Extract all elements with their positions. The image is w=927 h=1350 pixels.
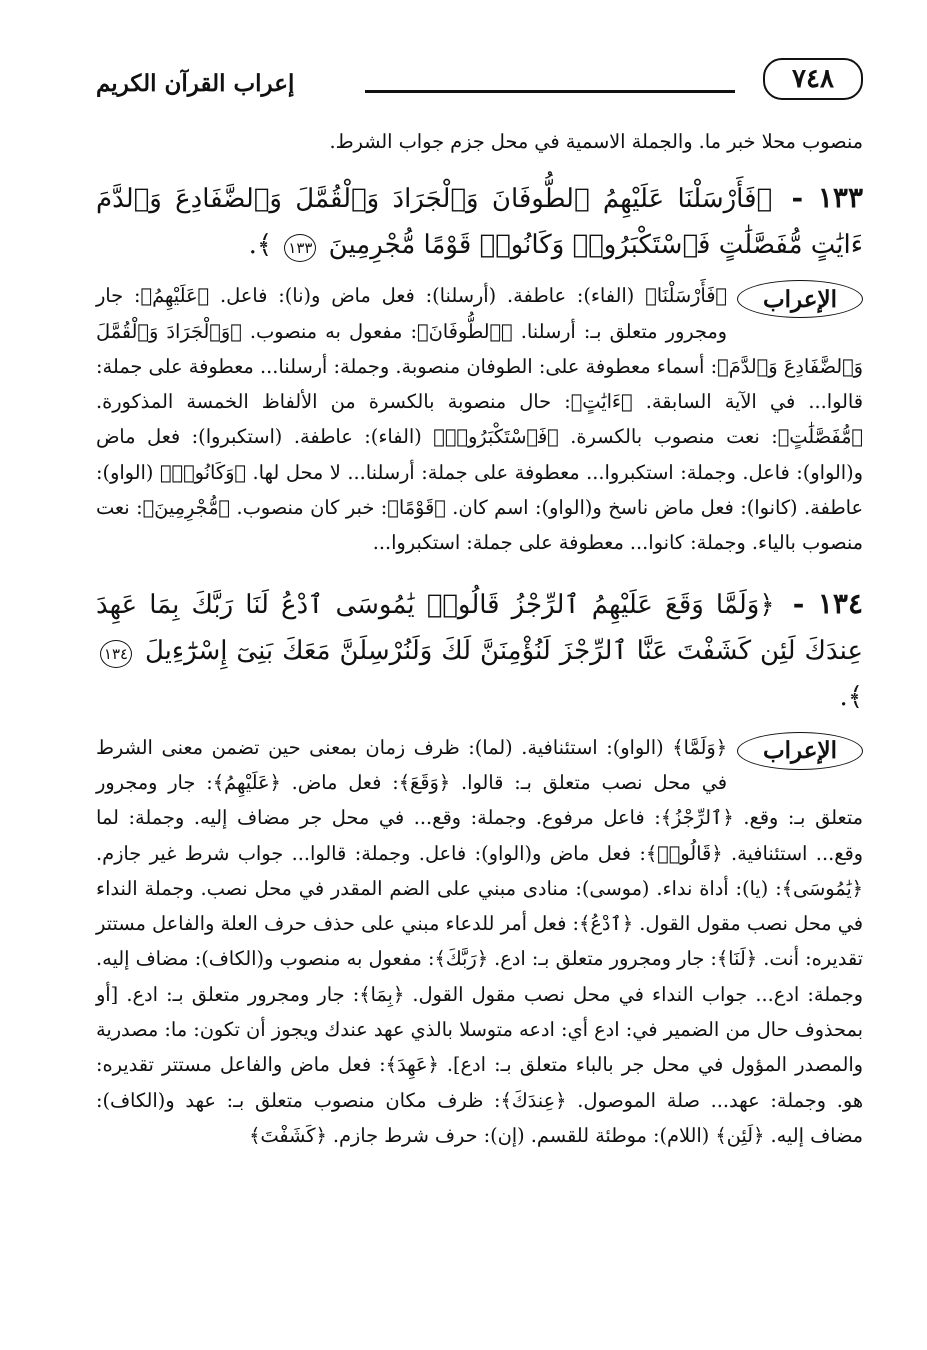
verse-133 [96, 175, 863, 268]
verse-134 [96, 581, 863, 720]
page-number: ٧٤٨ [763, 58, 863, 100]
irab-label: الإعراب [737, 280, 863, 318]
ayah-number-marker: ١٣٣ [284, 234, 316, 262]
verse-block-134 [96, 581, 863, 720]
header-rule [365, 90, 735, 93]
intro-line: منصوب محلا خبر ما. والجملة الاسمية في محل جزم جواب الشرط. [329, 130, 863, 153]
verse-end: ﴾. [839, 681, 863, 712]
ayah-number-marker: ١٣٤ [100, 640, 132, 668]
verse-block-133 [96, 175, 863, 268]
irab-section-134 [96, 730, 863, 1154]
page-header [96, 52, 863, 112]
verse-end: ﴾. [248, 230, 273, 261]
verse-text: ﴿وَلَمَّا وَقَعَ عَلَيْهِمُ ٱلرِّجْزُ قَالُوا۟ يَٰمُوسَى ٱدْعُ لَنَا رَبَّكَ بِمَا عَهِدَ عِندَكَ لَئِن كَشَفْتَ عَنَّا ٱلرِّجْزَ لَنُؤْمِنَنَّ لَكَ وَلَنُرْسِلَنَّ مَعَكَ بَنِىٓ إِسْرَٰٓءِيلَ [96, 589, 863, 666]
book-title: إعراب القرآن الكريم [96, 70, 295, 97]
irab-text: ﴿وَلَمَّا﴾ (الواو): استئنافية. (لما): ظرف زمان بمعنى حين تضمن معنى الشرط في محل نصب متعلق بـ: قالوا. ﴿وَقَعَ﴾: فعل ماض. ﴿عَلَيْهِمُ﴾: جار ومجرور متعلق بـ: وقع. ﴿ٱلرِّجْزُ﴾: فاعل مرفوع. وجملة: وقع... في محل جر مضاف إليه. وجملة: لما وقع... استئنافية. ﴿قَالُوا۟﴾: فعل ماض و(الواو): فاعل. وجملة: قالوا... جواب شرط غير جازم. ﴿يَٰمُوسَى﴾: (يا): أداة نداء. (موسى): منادى مبني على الضم المقدر في محل نصب. وجملة النداء في محل نصب مقول القول. ﴿ٱدْعُ﴾: فعل أمر للدعاء مبني على حذف حرف العلة والفاعل مستتر تقديره: أنت. ﴿لَنَا﴾: جار ومجرور متعلق بـ: ادع. ﴿رَبَّكَ﴾: مفعول به منصوب و(الكاف): مضاف إليه. وجملة: ادع... جواب النداء في محل نصب مقول القول. ﴿بِمَا﴾: جار ومجرور متعلق بـ: ادع. [أو بمحذوف حال من الضمير في: ادع أي: ادعه متوسلا بالذي عهد عندك ويجوز أن تكون: ما: مصدرية والمصدر المؤول في محل جر بالباء متعلق بـ: ادع]. ﴿عَهِدَ﴾: فعل ماض والفاعل مستتر تقديره: هو. وجملة: عهد... صلة الموصول. ﴿عِندَكَ﴾: ظرف مكان منصوب متعلق بـ: عهد و(الكاف): مضاف إليه. ﴿لَئِن﴾ (اللام): موطئة للقسم. (إن): حرف شرط جازم. ﴿كَشَفْتَ﴾ [96, 735, 863, 1147]
verse-number: ١٣٤ - [792, 586, 863, 620]
irab-label: الإعراب [737, 732, 863, 770]
verse-number: ١٣٣ - [791, 181, 864, 215]
irab-section-133 [96, 278, 863, 560]
verse-text: ﴿فَأَرْسَلْنَا عَلَيْهِمُ ٱلطُّوفَانَ وَٱلْجَرَادَ وَٱلْقُمَّلَ وَٱلضَّفَادِعَ وَٱلدَّمَ ءَايَٰتٍ مُّفَصَّلَٰتٍ فَٱسْتَكْبَرُوا۟ وَكَانُوا۟ قَوْمًا مُّجْرِمِينَ [96, 184, 863, 261]
irab-text: ﴿فَأَرْسَلْنَا﴾ (الفاء): عاطفة. (أرسلنا): فعل ماض و(نا): فاعل. ﴿عَلَيْهِمُ﴾: جار ومجرور متعلق بـ: أرسلنا. ﴿ٱلطُّوفَانَ﴾: مفعول به منصوب. ﴿وَٱلْجَرَادَ وَٱلْقُمَّلَ وَٱلضَّفَادِعَ وَٱلدَّمَ﴾: أسماء معطوفة على: الطوفان منصوبة. وجملة: أرسلنا... معطوفة على جملة: قالوا... في الآية السابقة. ﴿ءَايَٰتٍ﴾: حال منصوبة بالكسرة من الألفاظ الخمسة المذكورة. ﴿مُّفَصَّلَٰتٍ﴾: نعت منصوب بالكسرة. ﴿فَٱسْتَكْبَرُوا۟﴾ (الفاء): عاطفة. (استكبروا): فعل ماض و(الواو): فاعل. وجملة: استكبروا... معطوفة على جملة: أرسلنا... لا محل لها. ﴿وَكَانُوا۟﴾ (الواو): عاطفة. (كانوا): فعل ماض ناسخ و(الواو): اسم كان. ﴿قَوْمًا﴾: خبر كان منصوب. ﴿مُّجْرِمِينَ﴾: نعت منصوب بالياء. وجملة: كانوا... معطوفة على جملة: استكبروا... [96, 284, 863, 555]
